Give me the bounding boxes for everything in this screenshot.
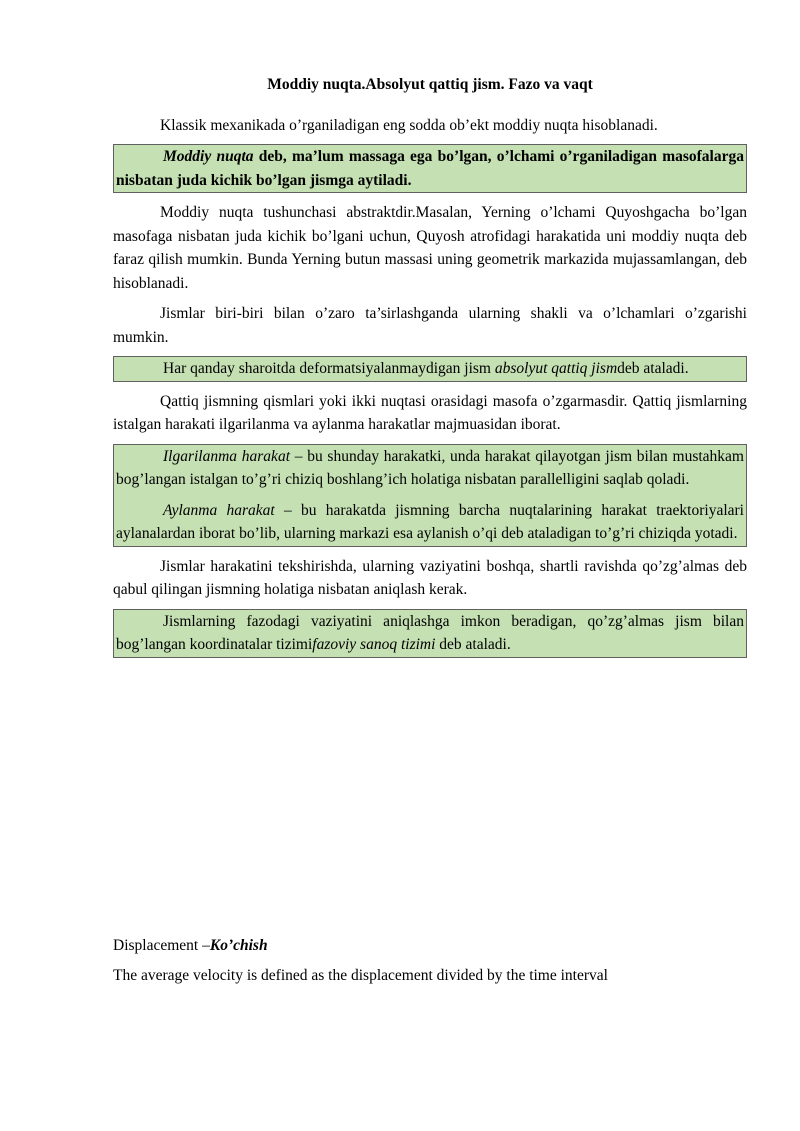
paragraph-intro: Klassik mexanikada o’rganiladigan eng sodda ob’ekt moddiy nuqta hisoblanadi. xyxy=(160,116,658,134)
blank-space xyxy=(113,666,747,934)
term-moddiy-nuqta: Moddiy nuqta xyxy=(163,148,254,165)
paragraph-vaziyat: Jismlar harakatini tekshirishda, ularning vaziyatini boshqa, shartli ravishda qo’zg’almas deb qabul qilingan jismning holatiga nisbatan aniqlash kerak. xyxy=(113,557,747,598)
definition-ilgarilanma-harakat xyxy=(116,445,744,492)
term-ilgarilanma-harakat: Ilgarilanma harakat xyxy=(163,447,290,465)
definition-sanoq-after: deb ataladi. xyxy=(435,636,511,653)
highlight-box-moddiy-nuqta xyxy=(113,144,747,193)
definition-absolyut-before: Har qanday sharoitda deformatsiyalanmaydigan jism xyxy=(163,360,495,377)
definition-aylanma-text: – bu harakatda jismning barcha nuqtalarining harakat traektoriyalari aylanalardan iborat bo’lib, ularning markazi esa aylanish o’qi deb ataladigan to’g’ri chiziqda yotadi. xyxy=(116,501,744,542)
definition-absolyut-qattiq-jism xyxy=(116,357,744,381)
term-aylanma-harakat: Aylanma harakat xyxy=(163,501,275,519)
document-body xyxy=(113,73,747,995)
term-absolyut-qattiq-jism: absolyut qattiq jism xyxy=(494,360,618,377)
paragraph-velocity: The average velocity is defined as the displacement divided by the time interval xyxy=(113,967,608,984)
paragraph-abstrakt: Moddiy nuqta tushunchasi abstraktdir.Masalan, Yerning o’lchami Quyoshgacha bo’lgan masofaga nisbatan juda kichik bo’lgani uchun, Quyosh atrofidagi harakatida uni moddiy nuqta deb faraz qilish mumkin. Bunda Yerning butun massasi uning geometrik markazida mujassamlangan, deb hisoblanadi. xyxy=(113,204,747,292)
highlight-box-harakat-turlari xyxy=(113,444,747,547)
definition-ilgarilanma-text: – bu shunday harakatki, unda harakat qilayotgan jism bilan mustahkam bog’langan istalgan to’g’ri chiziq boshlang’ich holatiga nisbatan parallelligini saqlab qoladi. xyxy=(116,447,744,488)
definition-moddiy-nuqta-text: deb, ma’lum massaga ega bo’lgan, o’lchami o’rganiladigan masofalarga nisbatan juda kichik bo’lgan jismga aytiladi. xyxy=(116,148,744,189)
highlight-box-absolyut-qattiq-jism xyxy=(113,356,747,382)
term-fazoviy-sanoq-tizimi: fazoviy sanoq tizimi xyxy=(312,636,436,653)
displacement-term: Ko’chish xyxy=(209,936,268,954)
paragraph-qattiq-jism: Qattiq jismning qismlari yoki ikki nuqtasi orasidagi masofa o’zgarmasdir. Qattiq jismlarning istalgan harakati ilgarilanma va aylanma harakatlar majmuasidan iborat. xyxy=(113,392,747,433)
definition-absolyut-after: deb ataladi. xyxy=(617,360,689,377)
paragraph-jismlar: Jismlar biri-biri bilan o’zaro ta’sirlashganda ularning shakli va o’lchamlari o’zgarishi mumkin. xyxy=(113,305,747,346)
displacement-line xyxy=(113,934,747,958)
definition-aylanma-harakat xyxy=(116,499,744,546)
page-title: Moddiy nuqta.Absolyut qattiq jism. Fazo va vaqt xyxy=(267,76,593,93)
displacement-label: Displacement – xyxy=(113,936,210,954)
definition-moddiy-nuqta xyxy=(116,145,744,192)
definition-sanoq-before: Jismlarning fazodagi vaziyatini aniqlashga imkon beradigan, qo’zg’almas jism bilan bog’langan koordinatalar tizimi xyxy=(116,612,744,653)
definition-sanoq-tizimi xyxy=(116,610,744,657)
highlight-box-sanoq-tizimi xyxy=(113,609,747,658)
